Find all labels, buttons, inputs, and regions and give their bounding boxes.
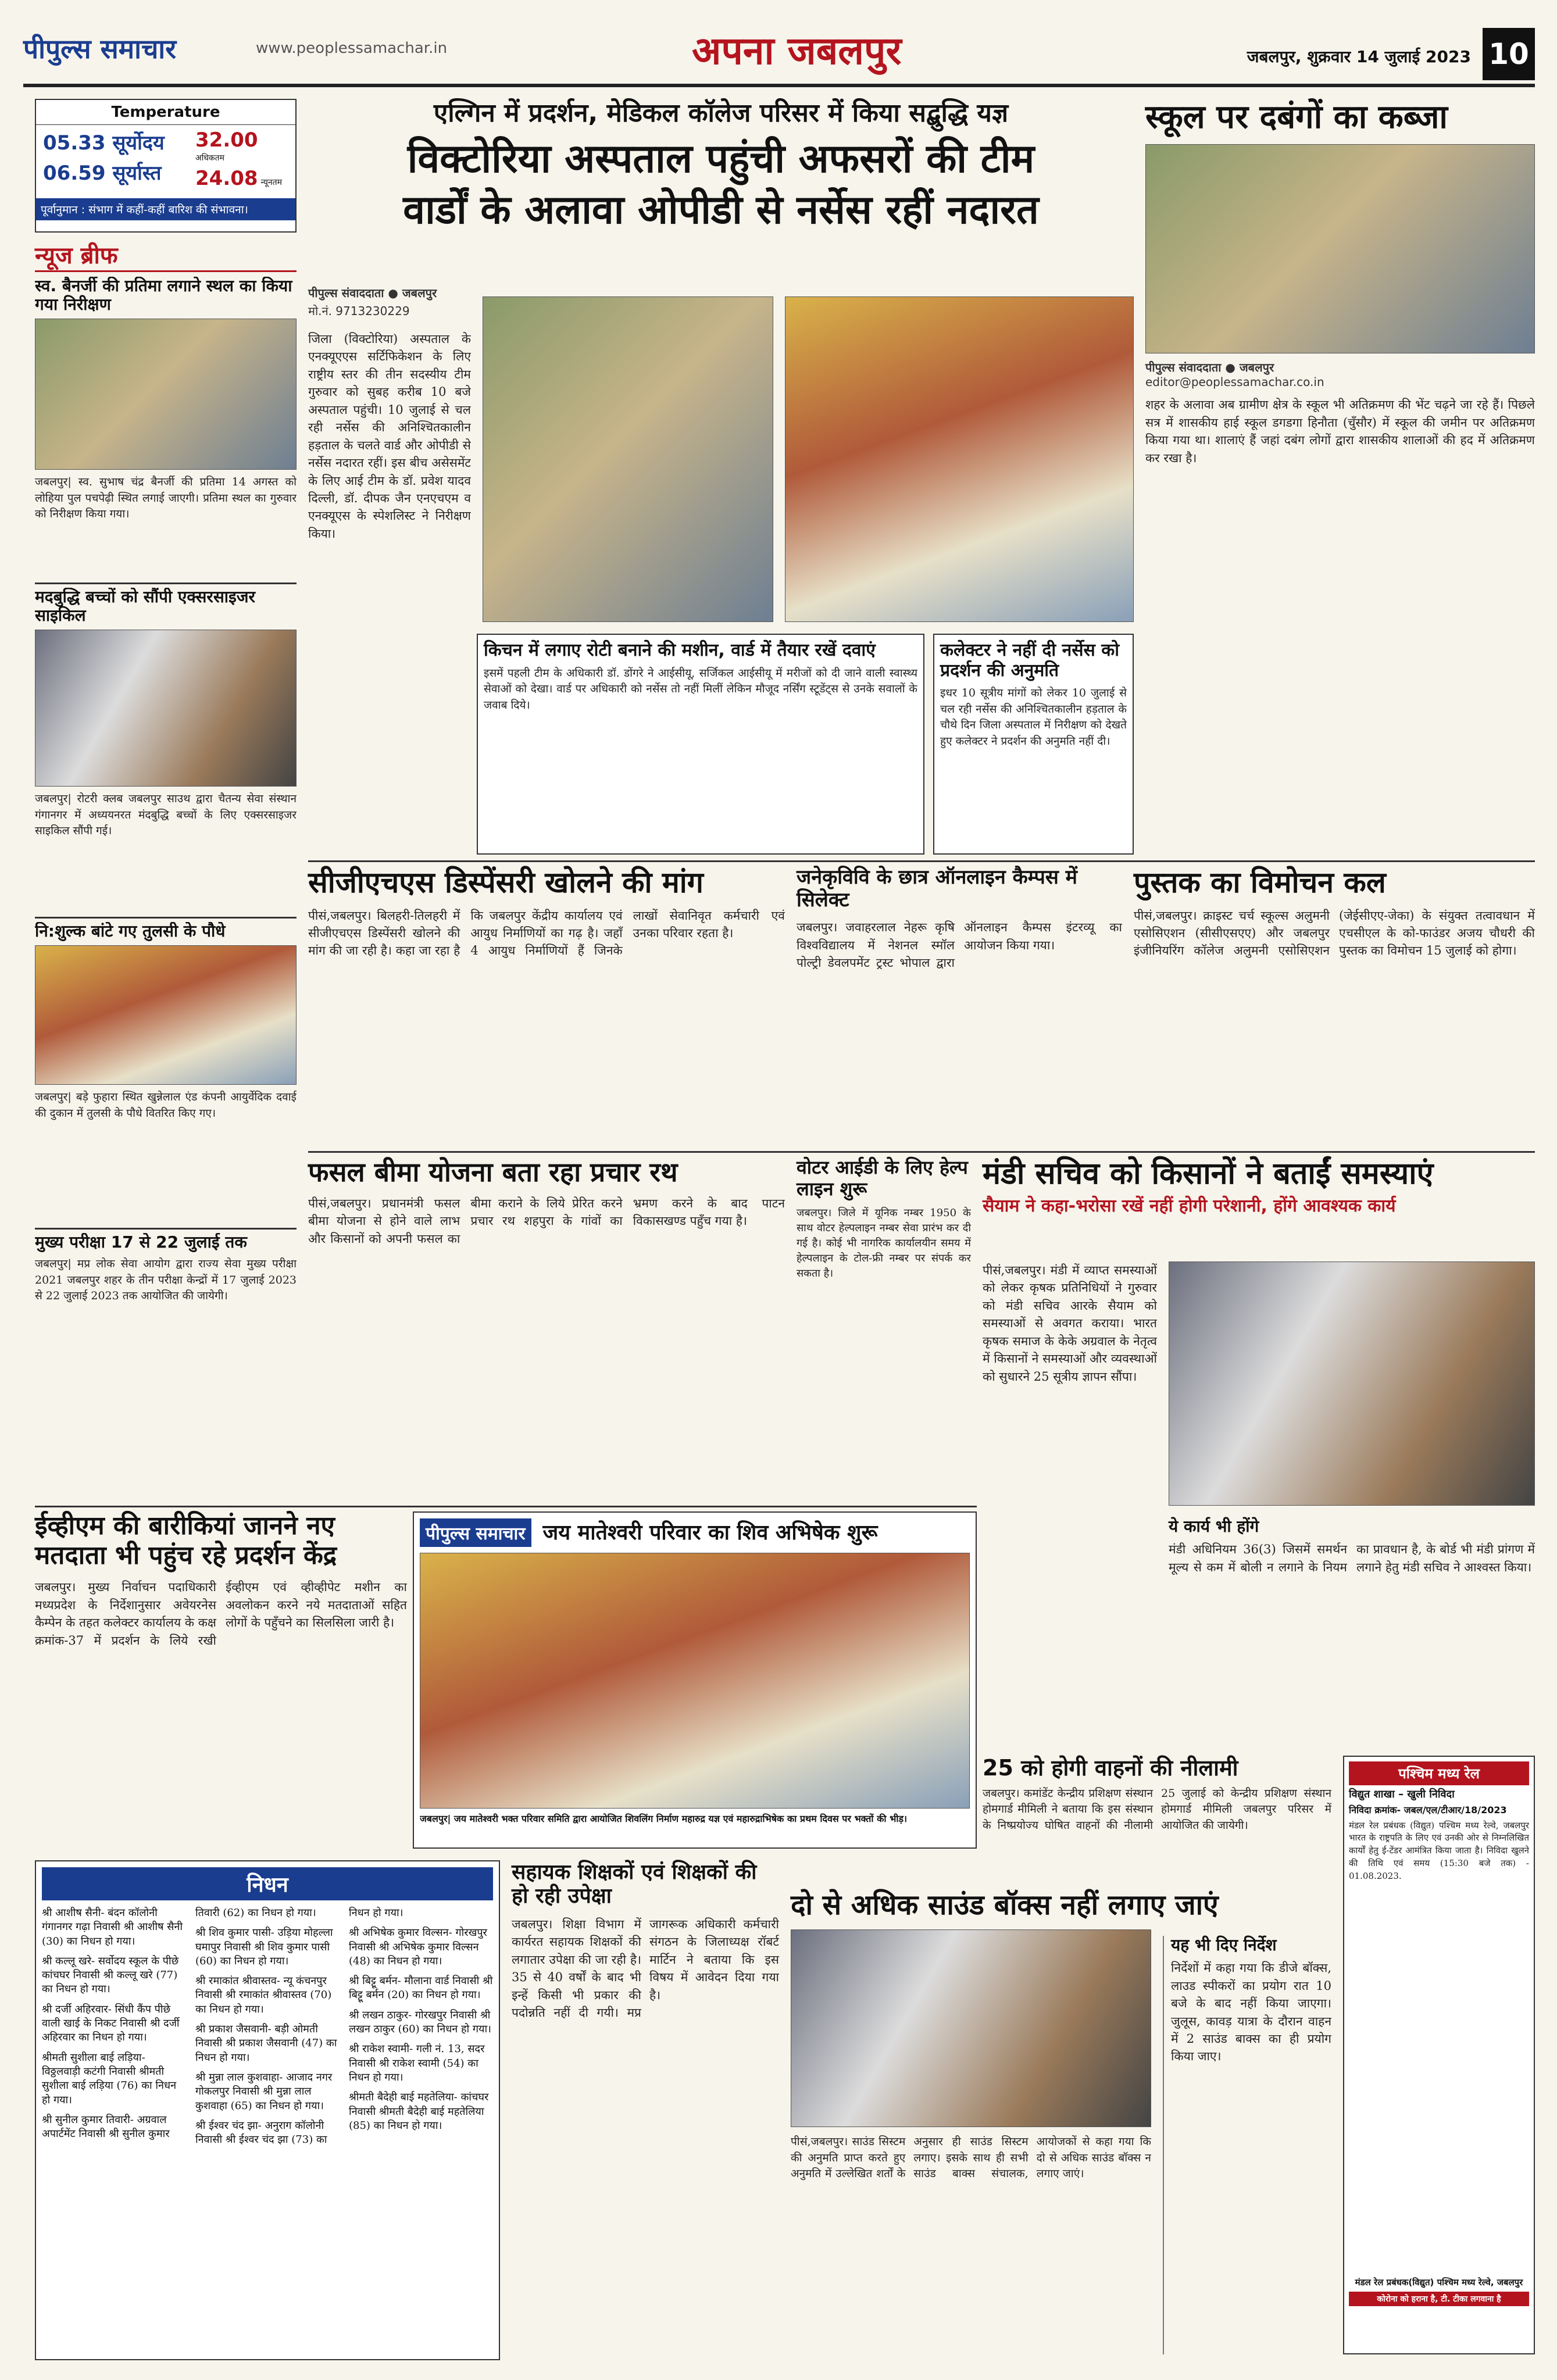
- lead-story: [308, 99, 1134, 855]
- tender-header: पश्चिम मध्य रेल: [1349, 1761, 1529, 1785]
- obituary-item: श्री अभिषेक कुमार विल्सन- गोरखपुर निवासी श्री अभिषेक कुमार विल्सन (48) का निधन हो गया।: [349, 1927, 487, 1967]
- brief-item: [35, 588, 297, 913]
- teachers-headline: सहायक शिक्षकों एवं शिक्षकों की हो रही उपेक्षा: [512, 1860, 757, 1909]
- evm-story: [35, 1511, 407, 1849]
- mandi-side-body: मंडी अधिनियम 36(3) जिसमें समर्थन मूल्य से कम में बोली न लगाने के नियम का प्रावधान है, के बोर्ड भी मंडी प्रांगण में लगाने हेतु मंडी सचिव ने आश्वस्त किया।: [1169, 1542, 1535, 1574]
- page-number: 10: [1483, 28, 1535, 80]
- lead-body: जिला (विक्टोरिया) अस्पताल के एनक्यूएएस सर्टिफिकेशन के लिए राष्ट्रीय स्तर की तीन सदस्यीय टीम गुरुवार को सुबह करीब 10 बजे अस्पताल पहुंची। 10 जुलाई से चल रही नर्सेस की अनिश्चितकालीन हड़ताल के चलते वार्ड और ओपीडी से नर्सेस नदारत रहीं। इस बीच असेसमेंट के लिए आई टीम के डॉ. प्रवेश यादव दिल्ली, डॉ. दीपक जैन एनएचएम व एनक्यूएस के स्पेशलिस्ट ने निरीक्षण किया।: [308, 332, 471, 541]
- max-temp: 32.00: [195, 128, 258, 152]
- weather-title: Temperature: [36, 100, 295, 125]
- brief-body: जबलपुर| स्व. सुभाष चंद्र बैनर्जी की प्रतिमा 14 अगस्त को लोहिया पुल पचपेढ़ी स्थित लगाई जाएगी। प्रतिमा स्थल का गुरुवार को निरीक्षण किया गया।: [35, 476, 297, 521]
- newspaper-logo: पीपुल्स समाचार: [23, 33, 177, 65]
- obituary-item: श्री मुन्ना लाल कुशवाहा- आजाद नगर गोकलपुर निवासी श्री मुन्ना लाल कुशवाहा (65) का निधन हो गया।: [195, 2071, 333, 2112]
- sound-headline: दो से अधिक साउंड बॉक्स नहीं लगाए जाएं: [791, 1889, 1219, 1921]
- cghs-body: पीसं,जबलपुर। बिलहरी-तिलहरी में सीजीएचएस डिस्पेंसरी खोलने की मांग की जा रही है। कहा जा रहा है कि जबलपुर केंद्रीय कार्यालय एवं आयुध निर्माणियों का गढ़ है। जहाँ 4 आयुध निर्माणियों हैं जिनके लाखों सेवानिवृत कर्मचारी एवं उनका परिवार रहता है।: [308, 908, 785, 958]
- brief-title: नि:शुल्क बांटे गए तुलसी के पौधे: [35, 922, 226, 941]
- kitchen-box: [477, 634, 924, 855]
- sound-side-title: यह भी दिए निर्देश: [1171, 1935, 1277, 1954]
- obituary-item: श्री बिट्टू बर्मन- मौलाना वार्ड निवासी श्री बिट्टू बर्मन (20) का निधन हो गया।: [349, 1975, 493, 2002]
- lead-headline-2: वार्डों के अलावा ओपीडी से नर्सेस रहीं नदारत: [403, 187, 1039, 233]
- jai-headline: जय मातेश्वरी परिवार का शिव अभिषेक शुरू: [542, 1520, 878, 1545]
- tender-notice: [1343, 1756, 1535, 2354]
- mandi-body: पीसं,जबलपुर। मंडी में व्याप्त समस्याओं को लेकर कृषक प्रतिनिधियों ने गुरुवार को मंडी सचिव आरके सैयाम को समस्याओं से अवगत कराया। भारत कृषक समाज के केके अग्रवाल के नेतृत्व में किसानों ने समस्याओं और व्यवस्थाओं को सुधारने 25 सूत्रीय ज्ञापन सौंपा।: [983, 1263, 1157, 1384]
- nidhan-list: [42, 1906, 493, 2360]
- sound-side-body: निर्देशों में कहा गया कि डीजे बॉक्स, लाउड स्पीकरों का प्रयोग रात 10 बजे के बाद नहीं किया जाएगा। जुलूस, कावड़ यात्रा के दौरान वाहन में 2 साउंड बाक्स का ही प्रयोग किया जाए।: [1171, 1961, 1331, 2064]
- brief-body: जबलपुर| बड़े फुहारा स्थित खुन्नेलाल एंड कंपनी आयुर्वेदिक दवाई की दुकान में तुलसी के पौधे वितरित किए गए।: [35, 1091, 297, 1120]
- jai-logo: पीपुल्स समाचार: [420, 1518, 531, 1547]
- issue-date: जबलपुर, शुक्रवार 14 जुलाई 2023: [1247, 47, 1471, 66]
- collector-headline: कलेक्टर ने नहीं दी नर्सेस को प्रदर्शन की अनुमति: [940, 640, 1120, 681]
- brief-photo: [35, 630, 297, 787]
- brief-photo: [35, 319, 297, 470]
- auction-story: [983, 1756, 1331, 1884]
- encroach-email[interactable]: editor@peoplessamachar.co.in: [1145, 375, 1324, 389]
- encroach-body: शहर के अलावा अब ग्रामीण क्षेत्र के स्कूल भी अतिक्रमण की भेंट चढ़ने जा रहे हैं। पिछले सत्र में शासकीय हाई स्कूल डगडगा हिनौता (चुँसौर) में स्कूल की जमीन पर अतिक्रमण किया गया था। शालाएं हैं जहां दबंग लोगों द्वारा शासकीय शालाओं की हद में अतिक्रमण कर रखा है।: [1145, 398, 1535, 465]
- website-link[interactable]: www.peoplessamachar.in: [256, 40, 448, 57]
- evm-headline: ईव्हीएम की बारीकियां जानने नए मतदाता भी पहुंच रहे प्रदर्शन केंद्र: [35, 1511, 337, 1570]
- brief-item: [35, 1233, 297, 1419]
- lead-byline: पीपुल्स संवाददाता ● जबलपुर: [308, 286, 437, 300]
- mandi-subhead: सैयाम ने कहा-भरोसा रखें नहीं होगी परेशानी, होंगे आवश्यक कार्य: [983, 1195, 1396, 1216]
- obituary-item: श्रीमती सुशीला बाई लड़िया- विठ्ठलवाड़ी कटंगी निवासी श्रीमती सुशीला बाई लड़िया (76) का निधन हो गया।: [42, 2051, 177, 2106]
- jai-caption: जबलपुर| जय मातेश्वरी भक्त परिवार समिति द्वारा आयोजित शिवलिंग निर्माण महारुद्र यज्ञ एवं महारुद्राभिषेक का प्रथम दिवस पर भक्तों की भीड़।: [420, 1813, 908, 1824]
- sound-photo: [791, 1929, 1151, 2127]
- max-label: अधिकतम: [195, 153, 225, 163]
- obituary-item: श्री रमाकांत श्रीवास्तव- न्यू कंचनपुर निवासी श्री रमाकांत श्रीवास्तव (70) का निधन हो गया।: [195, 1975, 332, 2016]
- section-title: अपना जबलपुर: [692, 28, 902, 73]
- tender-title: विद्युत शाखा – खुली निविदा: [1349, 1788, 1455, 1800]
- sound-body: पीसं,जबलपुर। साउंड सिस्टम की अनुमति प्राप्त करते हुए अनुमति में उल्लेखित शर्तों के अनुसार ही साउंड सिस्टम लगाए। इसके साथ ही सभी साउंड बाक्स संचालक, आयोजकों से कहा गया कि दो से अधिक साउंड बॉक्स न लगाए जाएं।: [791, 2135, 1151, 2181]
- obituary-item: श्री कल्लू खरे- सर्वोदय स्कूल के पीछे कांचघर निवासी श्री कल्लू खरे (77) का निधन हो गया।: [42, 1954, 179, 1996]
- min-temp: 24.08: [195, 167, 258, 190]
- insurance-body: पीसं,जबलपुर। प्रधानमंत्री फसल बीमा योजना से होने वाले लाभ और किसानों को अपनी फसल का बीमा कराने के लिये प्रेरित करने प्रचार रथ शहपुरा के गांवों का भ्रमण करने के बाद पाटन विकासखण्ड पहुँच गया है।: [308, 1196, 785, 1246]
- book-story: [1134, 866, 1535, 1139]
- brief-item: [35, 922, 297, 1224]
- lead-mobile: मो.नं. 9713230229: [308, 304, 410, 318]
- nidhan-box: [35, 1860, 500, 2360]
- auction-headline: 25 को होगी वाहनों की नीलामी: [983, 1755, 1238, 1781]
- mandi-headline: मंडी सचिव को किसानों ने बताईं समस्याएं: [983, 1156, 1434, 1191]
- lead-photo-2: [785, 296, 1134, 622]
- brief-title: मदबुद्धि बच्चों को सौंपी एक्सरसाइजर साइकिल: [35, 588, 255, 626]
- tender-body: मंडल रेल प्रबंधक (विद्युत) पश्चिम मध्य रेल्वे, जबलपुर भारत के राष्ट्रपति के लिए एवं उनकी ओर से निम्नलिखित कार्यों हेतु ई-टेंडर आमंत्रित किया जाता है। निविदा खुलने की तिथि एवं समय (15:30 बजे तक) - 01.08.2023.: [1349, 1820, 1529, 1881]
- sound-story: [791, 1889, 1331, 2360]
- insurance-headline: फसल बीमा योजना बता रहा प्रचार रथ: [308, 1156, 678, 1188]
- encroach-byline: पीपुल्स संवाददाता ● जबलपुर: [1145, 360, 1274, 375]
- nidhan-title: निधन: [42, 1867, 493, 1900]
- brief-body: जबलपुर| मप्र लोक सेवा आयोग द्वारा राज्य सेवा मुख्य परीक्षा 2021 जबलपुर शहर के तीन परीक्षा केन्द्रों में 17 जुलाई 2023 से 22 जुलाई 2023 तक आयोजित की जायेगी।: [35, 1257, 297, 1303]
- auction-body: जबलपुर। कमांडेंट केन्द्रीय प्रशिक्षण संस्थान होमगार्ड मीमिली ने बताया कि इस संस्थान के निष्प्रयोज्य घोषित वाहनों की नीलामी 25 जुलाई को केन्द्रीय प्रशिक्षण संस्थान होमगार्ड मीमिली जबलपुर परिसर में आयोजित की जायेगी।: [983, 1786, 1331, 1832]
- book-body: पीसं,जबलपुर। क्राइस्ट चर्च स्कूल्स अलुमनी एसोसिएशन (सीसीएसएए) और जबलपुर इंजीनियरिंग कॉलेज अलुमनी एसोसिएशन (जेईसीएए-जेका) के संयुक्त तत्वावधान में एचसीएल के को-फाउंडर अजय चौधरी की पुस्तक का विमोचन 15 जुलाई को होगा।: [1134, 908, 1535, 958]
- min-label: न्यूनतम: [260, 178, 283, 187]
- encroach-headline: स्कूल पर दबंगों का कब्जा: [1145, 98, 1448, 136]
- brief-photo: [35, 945, 297, 1085]
- brief-title: मुख्य परीक्षा 17 से 22 जुलाई तक: [35, 1233, 247, 1252]
- obituary-item: श्री लखन ठाकुर- गोरखपुर निवासी श्री लखन ठाकुर (60) का निधन हो गया।: [349, 2009, 491, 2036]
- encroach-story: [1145, 99, 1535, 855]
- tender-footer: मंडल रेल प्रबंधक(विद्युत) पश्चिम मध्य रेल्वे, जबलपुर: [1355, 2277, 1523, 2288]
- brief-title: स्व. बैनर्जी की प्रतिमा लगाने स्थल का किया गया निरीक्षण: [35, 277, 292, 315]
- sunrise-time: 05.33 सूर्योदय: [43, 131, 165, 155]
- voter-story: [797, 1157, 971, 1494]
- news-brief-column: [35, 238, 297, 1494]
- lead-photo-1: [483, 296, 773, 622]
- tender-slogan: कोरोना को हराना है, टी. टीका लगवाना है: [1349, 2292, 1529, 2306]
- jnkvv-body: जबलपुर। जवाहरलाल नेहरू कृषि विश्वविद्यालय में नेशनल स्मॉल पोल्ट्री डेवलपमेंट ट्रस्ट भोपाल द्वारा ऑनलाइन कैम्पस इंटरव्यू का आयोजन किया गया।: [797, 920, 1122, 970]
- jnkvv-story: [797, 866, 1122, 1139]
- obituary-item: श्री आशीष सैनी- बंदन कॉलोनी गंगानगर गढ़ा निवासी श्री आशीष सैनी (30) का निधन हो गया।: [42, 1907, 183, 1947]
- voter-headline: वोटर आईडी के लिए हेल्प लाइन शुरू: [797, 1156, 968, 1200]
- collector-box: [933, 634, 1134, 855]
- obituary-item: श्री सुनील कुमार तिवारी- अग्रवाल अपार्टमेंट निवासी श्री सुनील कुमार तिवारी (62) का निधन हो गया।: [42, 1907, 316, 2140]
- news-brief-label: न्यूज ब्रीफ: [35, 238, 297, 272]
- teachers-story: [512, 1860, 779, 2360]
- kitchen-body: इसमें पहली टीम के अधिकारी डॉ. डोंगरे ने आईसीयू, सर्जिकल आईसीयू में मरीजों को दी जाने वाली स्वास्थ्य सेवाओं को देखा। वार्ड पर अधिकारी को नर्सेस तो नहीं मिलीं लेकिन मौजूद नर्सिंग स्टूडेंट्स से उनके सवालों के जवाब दिये।: [484, 666, 917, 712]
- encroach-photo: [1145, 144, 1535, 353]
- tender-ref: निविदा क्रमांक- जबल/एल/टीआर/18/2023: [1349, 1804, 1507, 1816]
- obituary-item: श्री ईश्वर चंद झा- अनुराग कॉलोनी निवासी श्री ईश्वर चंद झा (73) का निधन हो गया।: [195, 1907, 403, 2146]
- mandi-photo: [1169, 1262, 1535, 1506]
- masthead: [23, 23, 1535, 87]
- brief-body: जबलपुर| रोटरी क्लब जबलपुर साउथ द्वारा चैतन्य सेवा संस्थान गंगानगर में अध्ययनरत मंदबुद्धि बच्चों के लिए एक्सरसाइजर साइकिल सौंपी गई।: [35, 792, 297, 838]
- teachers-body: जबलपुर। शिक्षा विभाग में कार्यरत सहायक शिक्षकों की लगातार उपेक्षा की जा रही है। 35 से 40 वर्षों के बाद भी इन्हें किसी भी प्रकार की पदोन्नति नहीं दी गयी। मप्र जागरूक अधिकारी कर्मचारी संगठन के जिलाध्यक्ष रॉबर्ट मार्टिन ने बताया कि इस विषय में आवेदन दिया गया है।: [512, 1917, 779, 2020]
- insurance-story: [308, 1157, 785, 1494]
- obituary-item: श्री प्रकाश जैसवानी- बड़ी ओमती निवासी श्री प्रकाश जैसवानी (47) का निधन हो गया।: [195, 2023, 337, 2064]
- cghs-headline: सीजीएचएस डिस्पेंसरी खोलने की मांग: [308, 866, 703, 899]
- brief-item: [35, 277, 297, 579]
- voter-body: जबलपुर। जिले में यूनिक नम्बर 1950 के साथ वोटर हेल्पलाइन नम्बर सेवा प्रारंभ कर दी गई है। कोई भी नागरिक कार्यालयीन समय में हेल्पलाइन के टोल-फ्री नम्बर पर संपर्क कर सकता है।: [797, 1206, 971, 1280]
- lead-headline-1: विक्टोरिया अस्पताल पहुंची अफसरों की टीम: [407, 135, 1035, 182]
- evm-body: जबलपुर। मुख्य निर्वाचन पदाधिकारी मध्यप्रदेश के निर्देशानुसार अवेयरनेस कैम्पेन के तहत कलेक्टर कार्यालय के कक्ष क्रमांक-37 में प्रदर्शन के लिये रखी ईव्हीएम एवं व्हीव्हीपेट मशीन का अवलोकन करने नये मतदाताओं सहित लोगों के पहुँचने का सिलसिला जारी है।: [35, 1580, 407, 1648]
- obituary-item: श्री दर्जी अहिरवार- सिंधी कैंप पीछे वाली खाई के निकट निवासी श्री दर्जी अहिरवार का निधन हो गया।: [42, 2003, 180, 2044]
- sunset-time: 06.59 सूर्यास्त: [43, 162, 162, 185]
- obituary-item: श्री राकेश स्वामी- गली नं. 13, सदर निवासी श्री राकेश स्वामी (54) का निधन हो गया।: [349, 2043, 485, 2084]
- cghs-story: [308, 866, 785, 1139]
- weather-box: [35, 99, 297, 233]
- book-headline: पुस्तक का विमोचन कल: [1134, 866, 1386, 899]
- jai-box: [413, 1511, 977, 1849]
- weather-forecast: पूर्वानुमान : संभाग में कहीं-कहीं बारिश की संभावना।: [36, 198, 295, 220]
- jai-photo: [420, 1553, 970, 1809]
- collector-body: इधर 10 सूत्रीय मांगों को लेकर 10 जुलाई से चल रही नर्सेस की अनिश्चितकालीन हड़ताल के चौथे दिन जिला अस्पताल में निरीक्षण को देखते हुए कलेक्टर ने प्रदर्शन की अनुमति नहीं दी।: [940, 687, 1127, 748]
- kitchen-headline: किचन में लगाए रोटी बनाने की मशीन, वार्ड में तैयार रखें दवाएं: [484, 640, 876, 660]
- obituary-item: श्री शिव कुमार पासी- उड़िया मोहल्ला घमापुर निवासी श्री शिव कुमार पासी (60) का निधन हो गया।: [195, 1927, 333, 1967]
- obituary-item: श्रीमती बैदेही बाई महतेलिया- कांचघर निवासी श्रीमती बैदेही बाई महतेलिया (85) का निधन हो गया।: [349, 2091, 489, 2132]
- lead-kicker: एल्गिन में प्रदर्शन, मेडिकल कॉलेज परिसर में किया सद्बुद्धि यज्ञ: [433, 98, 1009, 128]
- mandi-side-title: ये कार्य भी होंगे: [1169, 1517, 1259, 1536]
- jnkvv-headline: जनेकृविवि के छात्र ऑनलाइन कैम्पस में सिलेक्ट: [797, 866, 1077, 912]
- mandi-story: [983, 1157, 1535, 1750]
